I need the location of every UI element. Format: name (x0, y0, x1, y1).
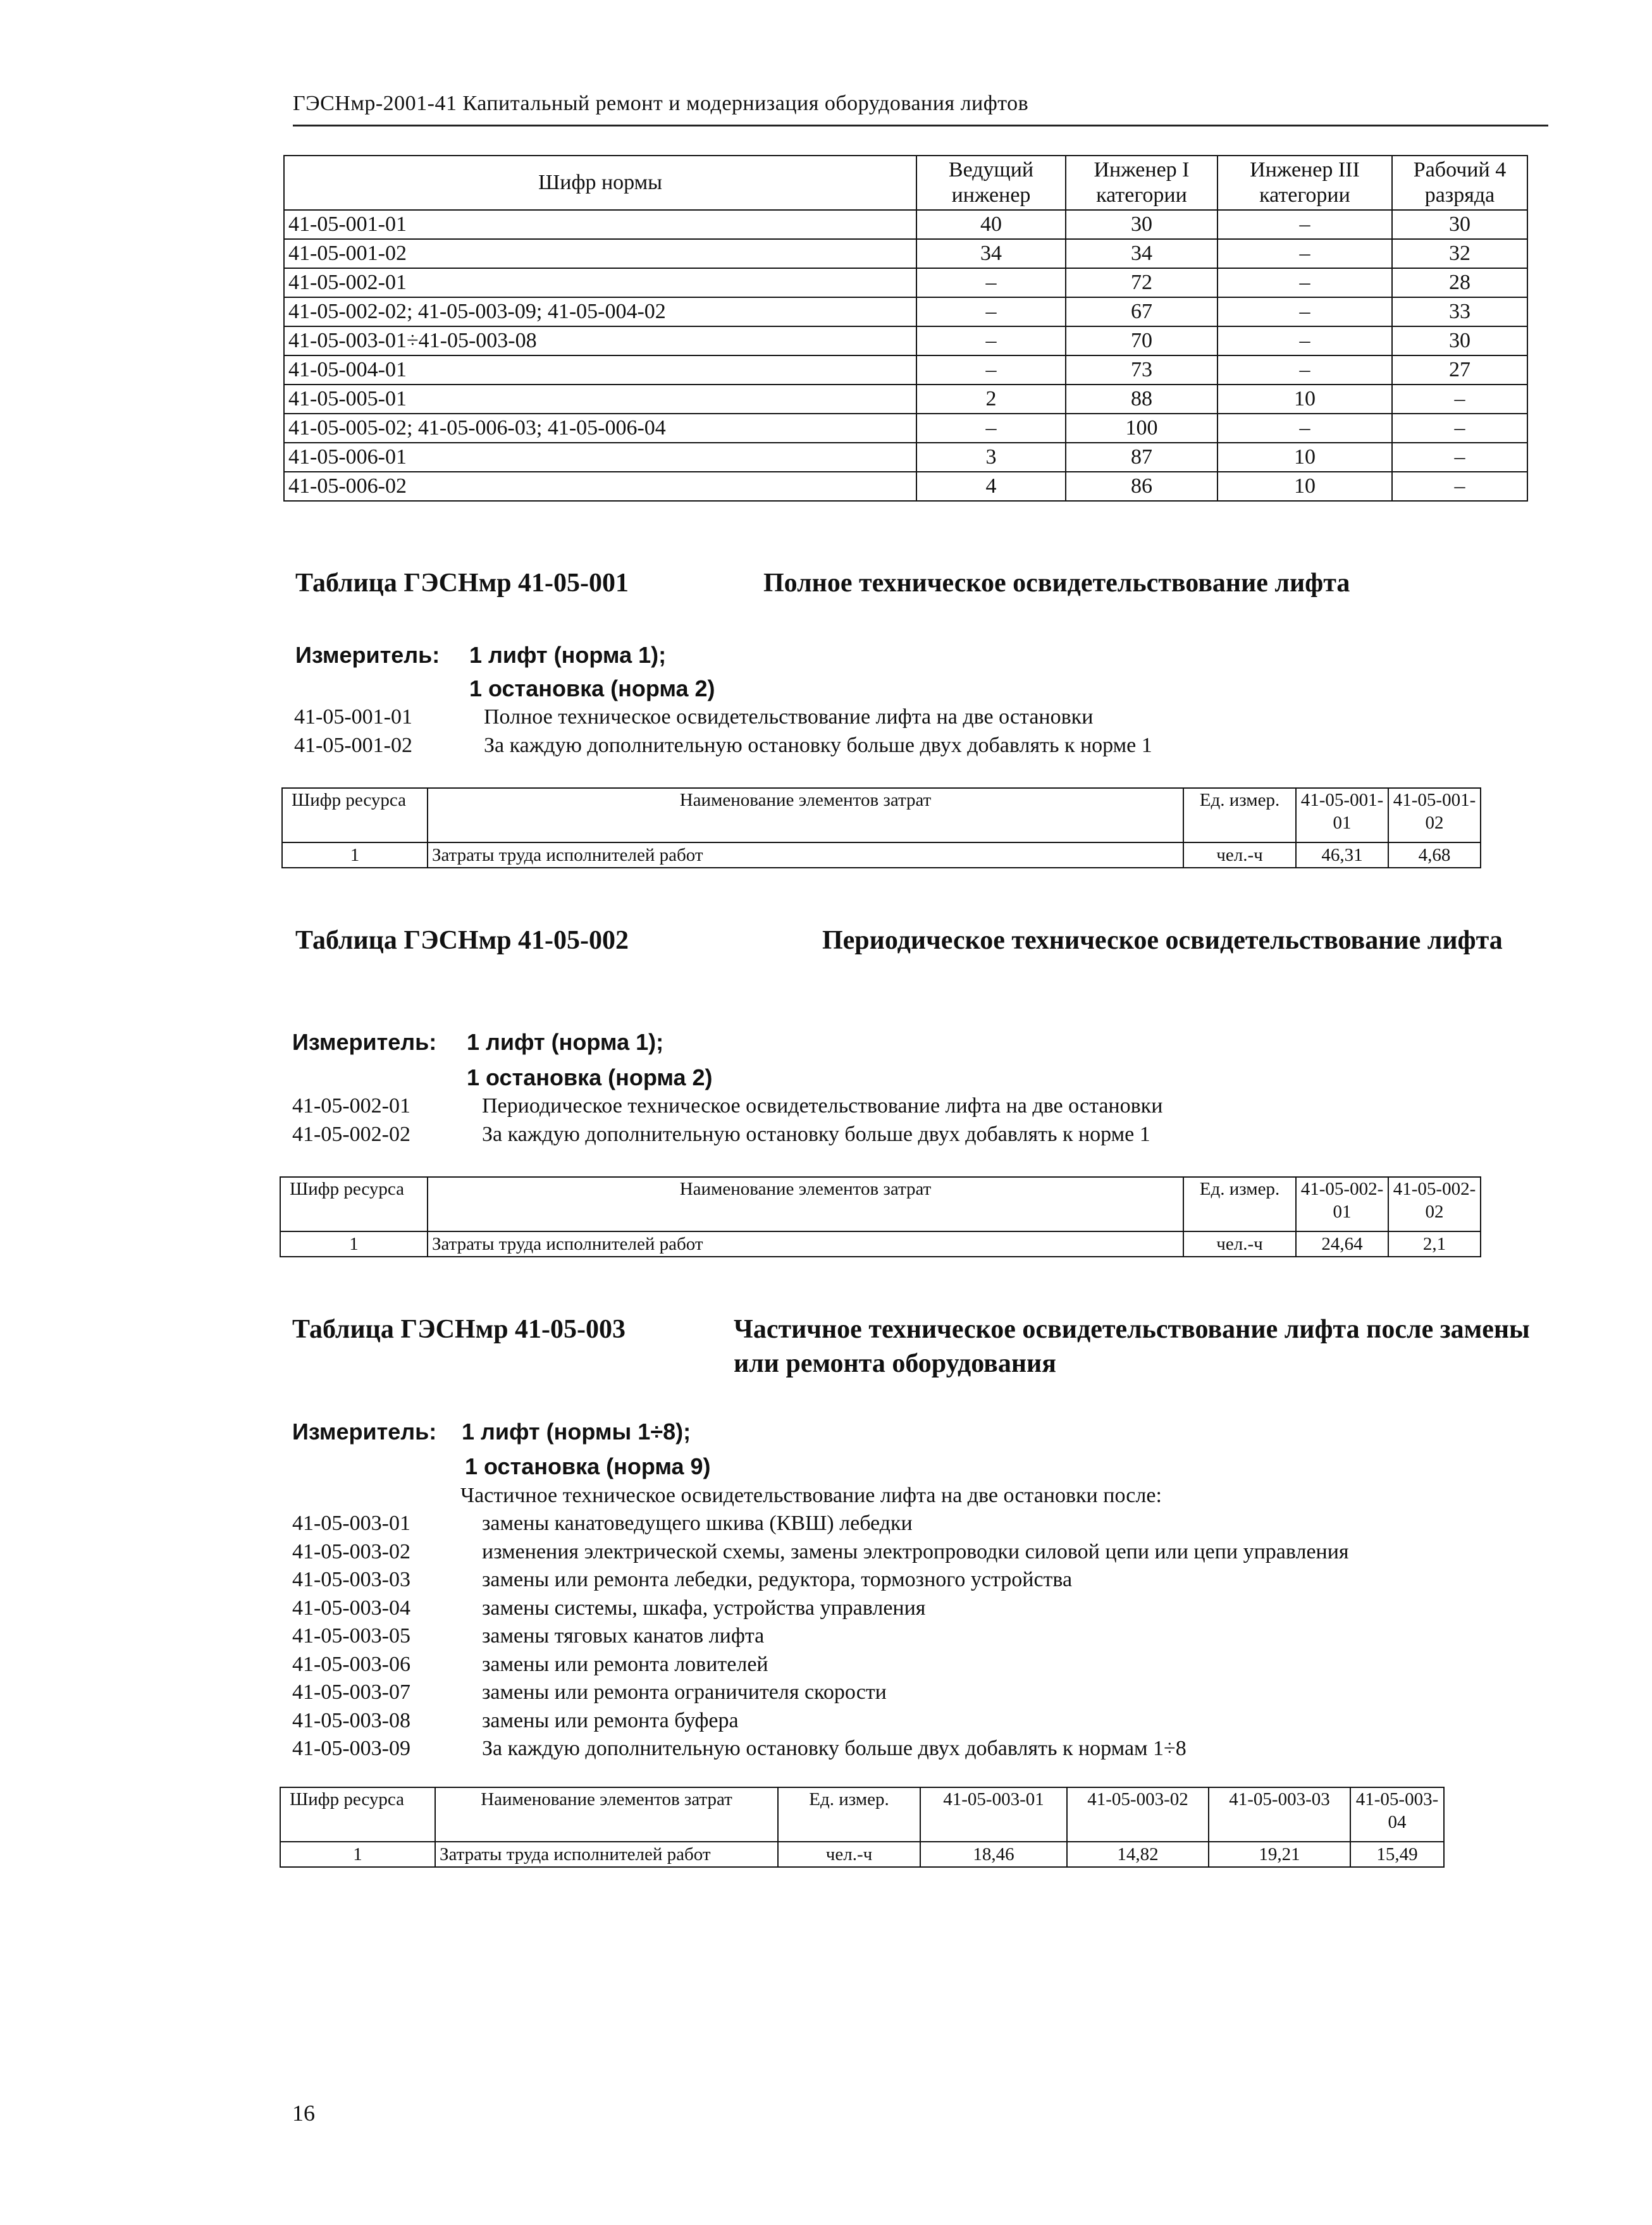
resource-table-1 (281, 787, 1481, 868)
cell: 19,21 (1209, 1842, 1350, 1867)
norm-text: замены или ремонта ограничителя скорости (482, 1680, 887, 1704)
cell: 41-05-003-01÷41-05-003-08 (284, 326, 916, 355)
header-cell: 41-05-001-01 (1296, 788, 1388, 842)
staff-table (283, 155, 1528, 502)
table-row (284, 297, 1527, 326)
cell: 46,31 (1296, 842, 1388, 868)
header-cell: Шифр ресурса (282, 788, 428, 842)
cell: – (916, 414, 1066, 443)
measure-2: 1 остановка (норма 2) (469, 675, 715, 701)
norm-text: замены или ремонта ловителей (482, 1653, 768, 1676)
header-cell: Ед. измер. (778, 1787, 920, 1842)
table-row (280, 1842, 1444, 1867)
cell: чел.-ч (1183, 842, 1296, 868)
cell: 32 (1392, 239, 1527, 268)
header-cell: 41-05-002-02 (1388, 1177, 1481, 1231)
cell: – (1392, 385, 1527, 414)
table-row (284, 239, 1527, 268)
cell: 33 (1392, 297, 1527, 326)
header-cell: Наименование элементов затрат (435, 1787, 778, 1842)
cell: 70 (1066, 326, 1217, 355)
cell: 27 (1392, 355, 1527, 385)
cell: – (1392, 443, 1527, 472)
cell: Затраты труда исполнителей работ (428, 1231, 1183, 1257)
cell: 41-05-001-02 (284, 239, 916, 268)
running-header: ГЭСНмр-2001-41 Капитальный ремонт и модернизация оборудования лифтов (293, 92, 1029, 115)
norm-code: 41-05-001-02 (294, 734, 412, 757)
norm-code: 41-05-003-05 (292, 1624, 410, 1648)
cell: – (1217, 355, 1392, 385)
header-cell: 41-05-003-03 (1209, 1787, 1350, 1842)
norm-code: 41-05-002-02 (292, 1123, 410, 1146)
table-row (282, 842, 1481, 868)
header-cell: 41-05-003-02 (1067, 1787, 1209, 1842)
cell: – (1217, 297, 1392, 326)
header-cell: Шифр ресурса (280, 1787, 435, 1842)
norm-text: За каждую дополнительную остановку больше двух добавлять к норме 1 (482, 1123, 1150, 1146)
header-cell: Инженер III категории (1217, 156, 1392, 210)
cell: 10 (1217, 385, 1392, 414)
norm-code: 41-05-003-07 (292, 1680, 410, 1704)
cell: 4,68 (1388, 842, 1481, 868)
measure-1: 1 лифт (норма 1); (467, 1029, 664, 1055)
table-row (284, 210, 1527, 239)
cell: 72 (1066, 268, 1217, 297)
norm-code: 41-05-003-03 (292, 1568, 410, 1591)
table-row (284, 414, 1527, 443)
cell: 87 (1066, 443, 1217, 472)
measure-2: 1 остановка (норма 9) (465, 1453, 711, 1479)
norm-text: Полное техническое освидетельствование лифта на две остановки (484, 705, 1094, 729)
cell: 67 (1066, 297, 1217, 326)
cell: 41-05-006-01 (284, 443, 916, 472)
cell: чел.-ч (1183, 1231, 1296, 1257)
cell: 30 (1066, 210, 1217, 239)
table-row (284, 472, 1527, 501)
staff-table-header (284, 156, 1527, 210)
cell: – (1217, 326, 1392, 355)
cell: 28 (1392, 268, 1527, 297)
header-cell: 41-05-003-04 (1350, 1787, 1444, 1842)
measure-label: Измеритель: (292, 1029, 437, 1055)
cell: – (916, 268, 1066, 297)
cell: 30 (1392, 210, 1527, 239)
measure-1: 1 лифт (норма 1); (469, 642, 667, 668)
header-cell: 41-05-002-01 (1296, 1177, 1388, 1231)
norm-code: 41-05-002-01 (292, 1094, 410, 1118)
header-cell: Ед. измер. (1183, 1177, 1296, 1231)
cell: 41-05-005-01 (284, 385, 916, 414)
cell: 41-05-001-01 (284, 210, 916, 239)
cell: – (1217, 210, 1392, 239)
cell: – (1392, 472, 1527, 501)
cell: – (1217, 414, 1392, 443)
cell: – (1392, 414, 1527, 443)
cell: чел.-ч (778, 1842, 920, 1867)
cell: 15,49 (1350, 1842, 1444, 1867)
norm-code: 41-05-003-02 (292, 1540, 410, 1563)
norm-text: изменения электрической схемы, замены электропроводки силовой цепи или цепи управления (482, 1540, 1349, 1563)
table-row (284, 385, 1527, 414)
cell: Затраты труда исполнителей работ (428, 842, 1183, 868)
resource-table-2 (280, 1176, 1481, 1257)
cell: 2,1 (1388, 1231, 1481, 1257)
table-row (280, 1231, 1481, 1257)
norm-text: За каждую дополнительную остановку больше двух добавлять к норме 1 (484, 734, 1152, 757)
norm-text: Периодическое техническое освидетельствование лифта на две остановки (482, 1094, 1163, 1118)
resource-table-3 (280, 1787, 1445, 1868)
norm-text: замены системы, шкафа, устройства управления (482, 1596, 926, 1620)
cell: 4 (916, 472, 1066, 501)
measure-2: 1 остановка (норма 2) (467, 1064, 713, 1090)
cell: 86 (1066, 472, 1217, 501)
cell: – (916, 355, 1066, 385)
header-cell: Рабочий 4 разряда (1392, 156, 1527, 210)
norm-code: 41-05-003-09 (292, 1737, 410, 1760)
cell: 1 (282, 842, 428, 868)
header-cell: 41-05-003-01 (920, 1787, 1067, 1842)
cell: – (916, 326, 1066, 355)
cell: 41-05-005-02; 41-05-006-03; 41-05-006-04 (284, 414, 916, 443)
cell: – (1217, 268, 1392, 297)
resource-table-header (280, 1787, 1444, 1842)
cell: – (916, 297, 1066, 326)
norm-text: За каждую дополнительную остановку больше двух добавлять к нормам 1÷8 (482, 1737, 1187, 1760)
cell: 1 (280, 1842, 435, 1867)
norm-code: 41-05-001-01 (294, 705, 412, 729)
cell: 10 (1217, 472, 1392, 501)
table-row (284, 268, 1527, 297)
section-3-description: Частичное техническое освидетельствование лифта после замены или ремонта оборудования (734, 1315, 1530, 1378)
measure-label: Измеритель: (292, 1419, 437, 1445)
norm-code: 41-05-003-06 (292, 1653, 410, 1676)
norm-code: 41-05-003-01 (292, 1512, 410, 1535)
header-cell: Шифр нормы (284, 156, 916, 210)
cell: 14,82 (1067, 1842, 1209, 1867)
cell: 73 (1066, 355, 1217, 385)
norm-code: 41-05-003-08 (292, 1709, 410, 1732)
table-row (284, 355, 1527, 385)
header-cell: Ед. измер. (1183, 788, 1296, 842)
measure-1: 1 лифт (нормы 1÷8); (462, 1419, 691, 1445)
header-cell: Наименование элементов затрат (428, 1177, 1183, 1231)
measure-label: Измеритель: (295, 642, 440, 668)
cell: 10 (1217, 443, 1392, 472)
norm-text: замены или ремонта лебедки, редуктора, тормозного устройства (482, 1568, 1073, 1591)
cell: 41-05-002-02; 41-05-003-09; 41-05-004-02 (284, 297, 916, 326)
section-2-description: Периодическое техническое освидетельствование лифта (822, 926, 1503, 955)
cell: 100 (1066, 414, 1217, 443)
cell: 18,46 (920, 1842, 1067, 1867)
section-3-label: Таблица ГЭСНмр 41-05-003 (292, 1315, 626, 1344)
header-cell: Ведущий инженер (916, 156, 1066, 210)
cell: 88 (1066, 385, 1217, 414)
cell: 41-05-002-01 (284, 268, 916, 297)
header-cell: Наименование элементов затрат (428, 788, 1183, 842)
norm-text: замены тяговых канатов лифта (482, 1624, 765, 1648)
cell: 3 (916, 443, 1066, 472)
section-1-label: Таблица ГЭСНмр 41-05-001 (295, 569, 629, 598)
table-row (284, 443, 1527, 472)
cell: – (1217, 239, 1392, 268)
section-1-description: Полное техническое освидетельствование лифта (763, 569, 1350, 598)
header-cell: Инженер I категории (1066, 156, 1217, 210)
cell: 41-05-006-02 (284, 472, 916, 501)
cell: 2 (916, 385, 1066, 414)
cell: 24,64 (1296, 1231, 1388, 1257)
norm-intro: Частичное техническое освидетельствование лифта на две остановки после: (460, 1484, 1162, 1507)
header-cell: Шифр ресурса (280, 1177, 428, 1231)
resource-table-header (282, 788, 1481, 842)
section-2-label: Таблица ГЭСНмр 41-05-002 (295, 926, 629, 955)
norm-code: 41-05-003-04 (292, 1596, 410, 1620)
cell: 34 (916, 239, 1066, 268)
cell: 34 (1066, 239, 1217, 268)
cell: Затраты труда исполнителей работ (435, 1842, 778, 1867)
cell: 40 (916, 210, 1066, 239)
resource-table-header (280, 1177, 1481, 1231)
cell: 41-05-004-01 (284, 355, 916, 385)
table-row (284, 326, 1527, 355)
norm-text: замены или ремонта буфера (482, 1709, 739, 1732)
cell: 1 (280, 1231, 428, 1257)
header-cell: 41-05-001-02 (1388, 788, 1481, 842)
header-rule (293, 125, 1548, 126)
page-number: 16 (292, 2100, 315, 2126)
norm-text: замены канатоведущего шкива (КВШ) лебедки (482, 1512, 913, 1535)
cell: 30 (1392, 326, 1527, 355)
